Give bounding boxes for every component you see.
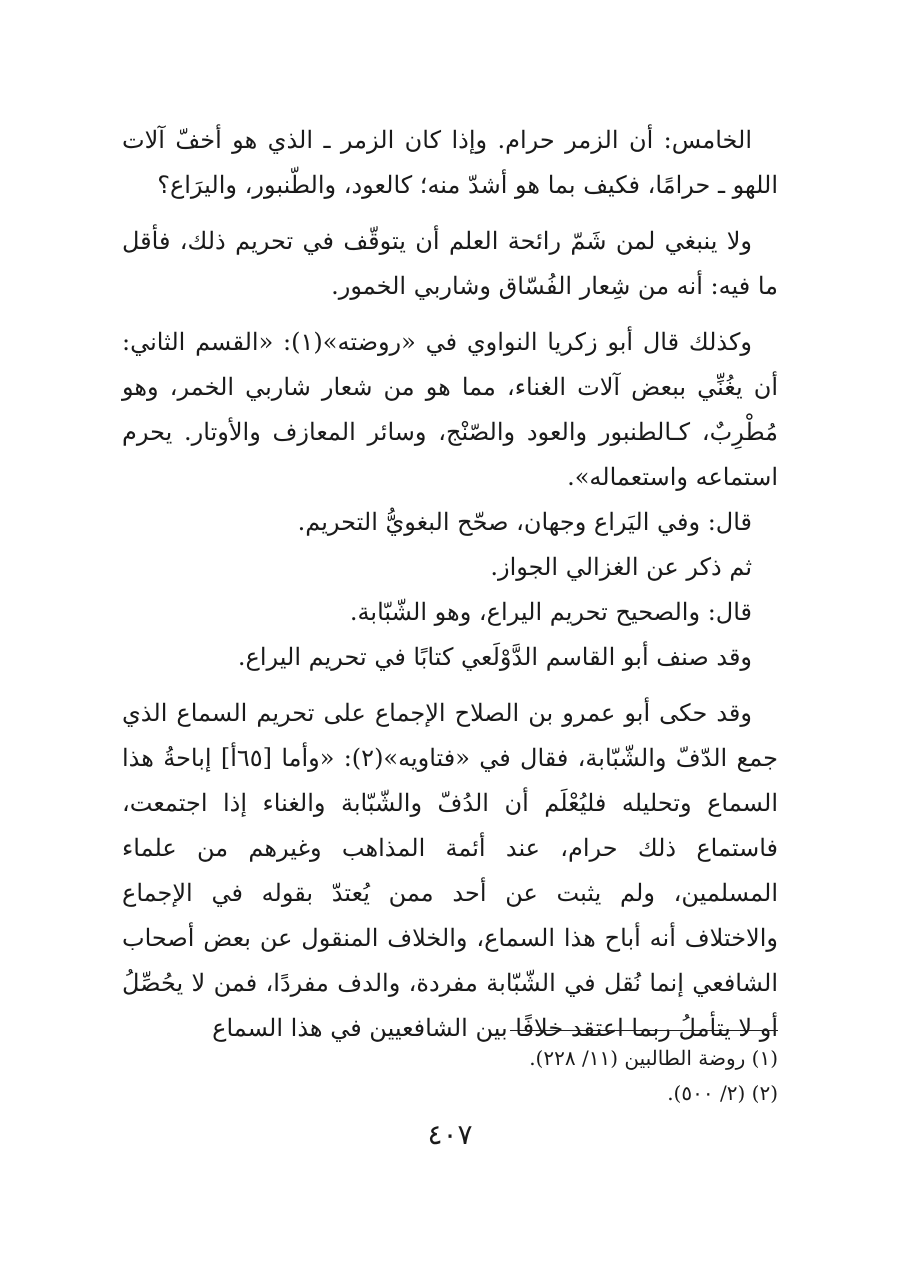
page-number: ٤٠٧ — [427, 1118, 473, 1151]
footnotes — [122, 1030, 778, 1111]
paragraph-khamis: الخامس: أن الزمر حرام. وإذا كان الزمر ـ الذي هو أخفّ آلات اللهو ـ حرامًا، فكيف بما هو أشدّ منه؛ كالعود، والطّنبور، واليرَاع؟ — [122, 126, 778, 199]
footnote-1: (١) روضة الطالبين (١١/ ٢٢٨). — [529, 1046, 778, 1070]
paragraph-ibn-salah: وقد حكى أبو عمرو بن الصلاح الإجماع على تحريم السماع الذي جمع الدّفّ والشّبّابة، فقال في «فتاويه»(٢): «وأما [٦٥أ] إباحةُ هذا السماع وتحليله فليُعْلَم أن الدُفّ والشّبّابة والغناء إذا اجتمعت، فاستماع ذلك حرام، عند أئمة المذاهب وغيرهم من علماء المسلمين، ولم يثبت عن أحد ممن يُعتدّ بقوله في الإجماع والاختلاف أنه أباح هذا السماع، والخلاف المنقول عن بعض أصحاب الشافعي إنما نُقل في الشّبّابة مفردة، والدف مفردًا، فمن لا يحُصِّلُ أو لا يتأملُ ربما اعتقد خلافًا بين الشافعيين في هذا السماع — [122, 699, 778, 1042]
footnote-2: (٢) (٢/ ٥٠٠). — [667, 1081, 778, 1105]
paragraph-yara-wajhan: قال: وفي اليَراع وجهان، صحّح البغويُّ التحريم. — [297, 508, 752, 536]
paragraph-shiar-fussaq: ولا ينبغي لمن شَمّ رائحة العلم أن يتوقّف في تحريم ذلك، فأقل ما فيه: أنه من شِعار الفُسّاق وشاربي الخمور. — [122, 227, 778, 300]
footnote-divider — [510, 1030, 778, 1031]
paragraph-ghazali: ثم ذكر عن الغزالي الجواز. — [490, 553, 752, 581]
paragraph-sahih-tahrim: قال: والصحيح تحريم اليراع، وهو الشّبّابة. — [349, 598, 752, 626]
paragraph-nawawi-quote: وكذلك قال أبو زكريا النواوي في «روضته»(١): «القسم الثاني: أن يغُنِّي ببعض آلات الغناء، مما هو من شعار شاربي الخمر، وهو مُطْرِبٌ، كـالطنبور والعود والصّنْج، وسائر المعازف والأوتار. يحرم استماعه واستعماله». — [122, 328, 778, 491]
main-text — [122, 118, 778, 1051]
paragraph-dawlai: وقد صنف أبو القاسم الدَّوْلَعي كتابًا في تحريم اليراع. — [237, 643, 752, 671]
